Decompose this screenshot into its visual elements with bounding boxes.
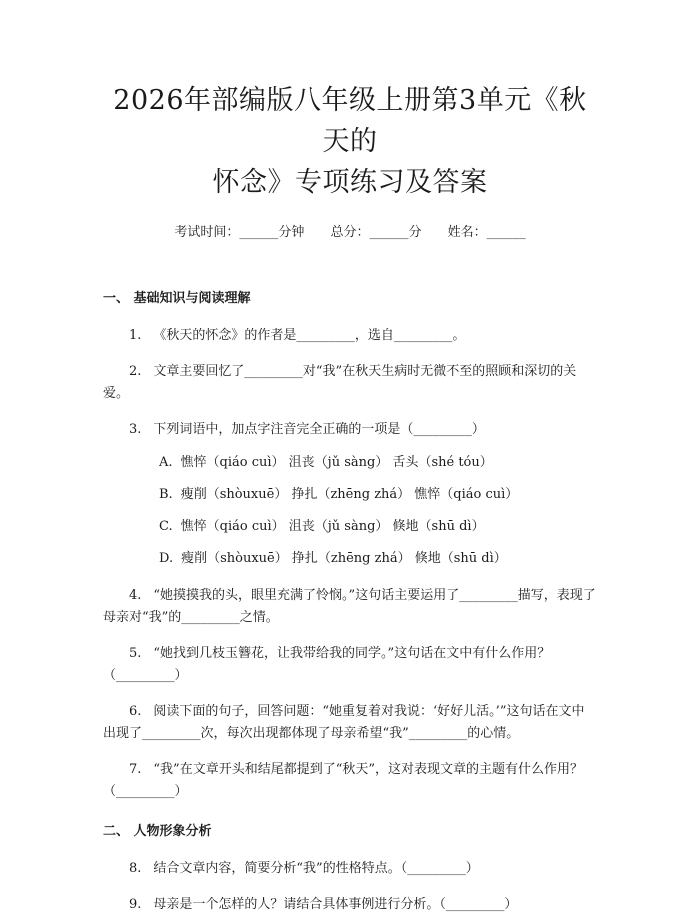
question-text: “我”在文章开头和结尾都提到了“秋天”，这对表现文章的主题有什么作用？（_________）: [103, 762, 583, 799]
option-b: [103, 485, 597, 505]
option-text: 憔悴（qiáo cuì） 沮丧（jǔ sàng） 舌头（shé tóu）: [180, 455, 493, 470]
question-text: 结合文章内容，简要分析“我”的性格特点。（_________）: [153, 861, 479, 876]
question-text: 《秋天的怀念》的作者是_________，选自_________。: [153, 328, 466, 343]
option-a: [103, 453, 597, 473]
question-7: [103, 759, 597, 803]
exam-name-field: 姓名：______: [447, 225, 526, 240]
question-8: [103, 858, 597, 880]
question-number: 3.: [129, 422, 142, 437]
question-text: “她找到几枝玉簪花，让我带给我的同学。”这句话在文中有什么作用？（_________）: [103, 646, 551, 683]
question-1: [103, 325, 597, 347]
question-3: [103, 419, 597, 441]
question-number: 4.: [129, 588, 142, 603]
question-number: 6.: [129, 704, 142, 719]
question-number: 2.: [129, 364, 142, 379]
question-2: [103, 361, 597, 405]
exam-score-field: 总分：______分: [330, 225, 422, 240]
option-c: [103, 517, 597, 537]
option-d: [103, 549, 597, 569]
question-text: “她摸摸我的头，眼里充满了怜悯。”这句话主要运用了_________描写，表现了母亲对“我”的_________之情。: [103, 588, 596, 625]
question-4: [103, 585, 597, 629]
option-letter: B.: [159, 487, 173, 502]
section-heading-2: 二、 人物形象分析: [103, 824, 212, 839]
title-line-1: 2026年部编版八年级上册第3单元《秋天的: [113, 85, 587, 157]
question-text: 文章主要回忆了_________对“我”在秋天生病时无微不至的照顾和深切的关爱。: [103, 364, 577, 401]
question-text: 母亲是一个怎样的人？请结合具体事例进行分析。（_________）: [153, 897, 518, 912]
question-text: 下列词语中，加点字注音完全正确的一项是（_________）: [153, 422, 485, 437]
option-letter: D.: [159, 551, 174, 566]
question-number: 7.: [129, 762, 142, 777]
section-heading-1: 一、 基础知识与阅读理解: [103, 291, 251, 306]
question-9: [103, 894, 597, 916]
question-5: [103, 643, 597, 687]
option-letter: C.: [159, 519, 173, 534]
document-title: [103, 0, 597, 203]
question-number: 9.: [129, 897, 142, 912]
option-letter: A.: [159, 455, 173, 470]
question-6: [103, 701, 597, 745]
question-number: 8.: [129, 861, 142, 876]
question-number: 1.: [129, 328, 142, 343]
option-text: 瘦削（shòuxuē） 挣扎（zhēng zhá） 憔悴（qiáo cuì）: [180, 487, 519, 502]
option-text: 憔悴（qiáo cuì） 沮丧（jǔ sàng） 倏地（shū dì）: [180, 519, 485, 534]
question-number: 5.: [129, 646, 142, 661]
question-text: 阅读下面的句子，回答问题：“她重复着对我说：‘好好儿活。’”这句话在文中出现了_________次，每次出现都体现了母亲希望“我”_________的心情。: [103, 704, 585, 741]
exam-info: [103, 223, 597, 243]
option-text: 瘦削（shòuxuē） 挣扎（zhēng zhá） 倏地（shū dì）: [181, 551, 507, 566]
exam-time-field: 考试时间：______分钟: [174, 225, 305, 240]
title-line-2: 怀念》专项练习及答案: [212, 167, 488, 198]
